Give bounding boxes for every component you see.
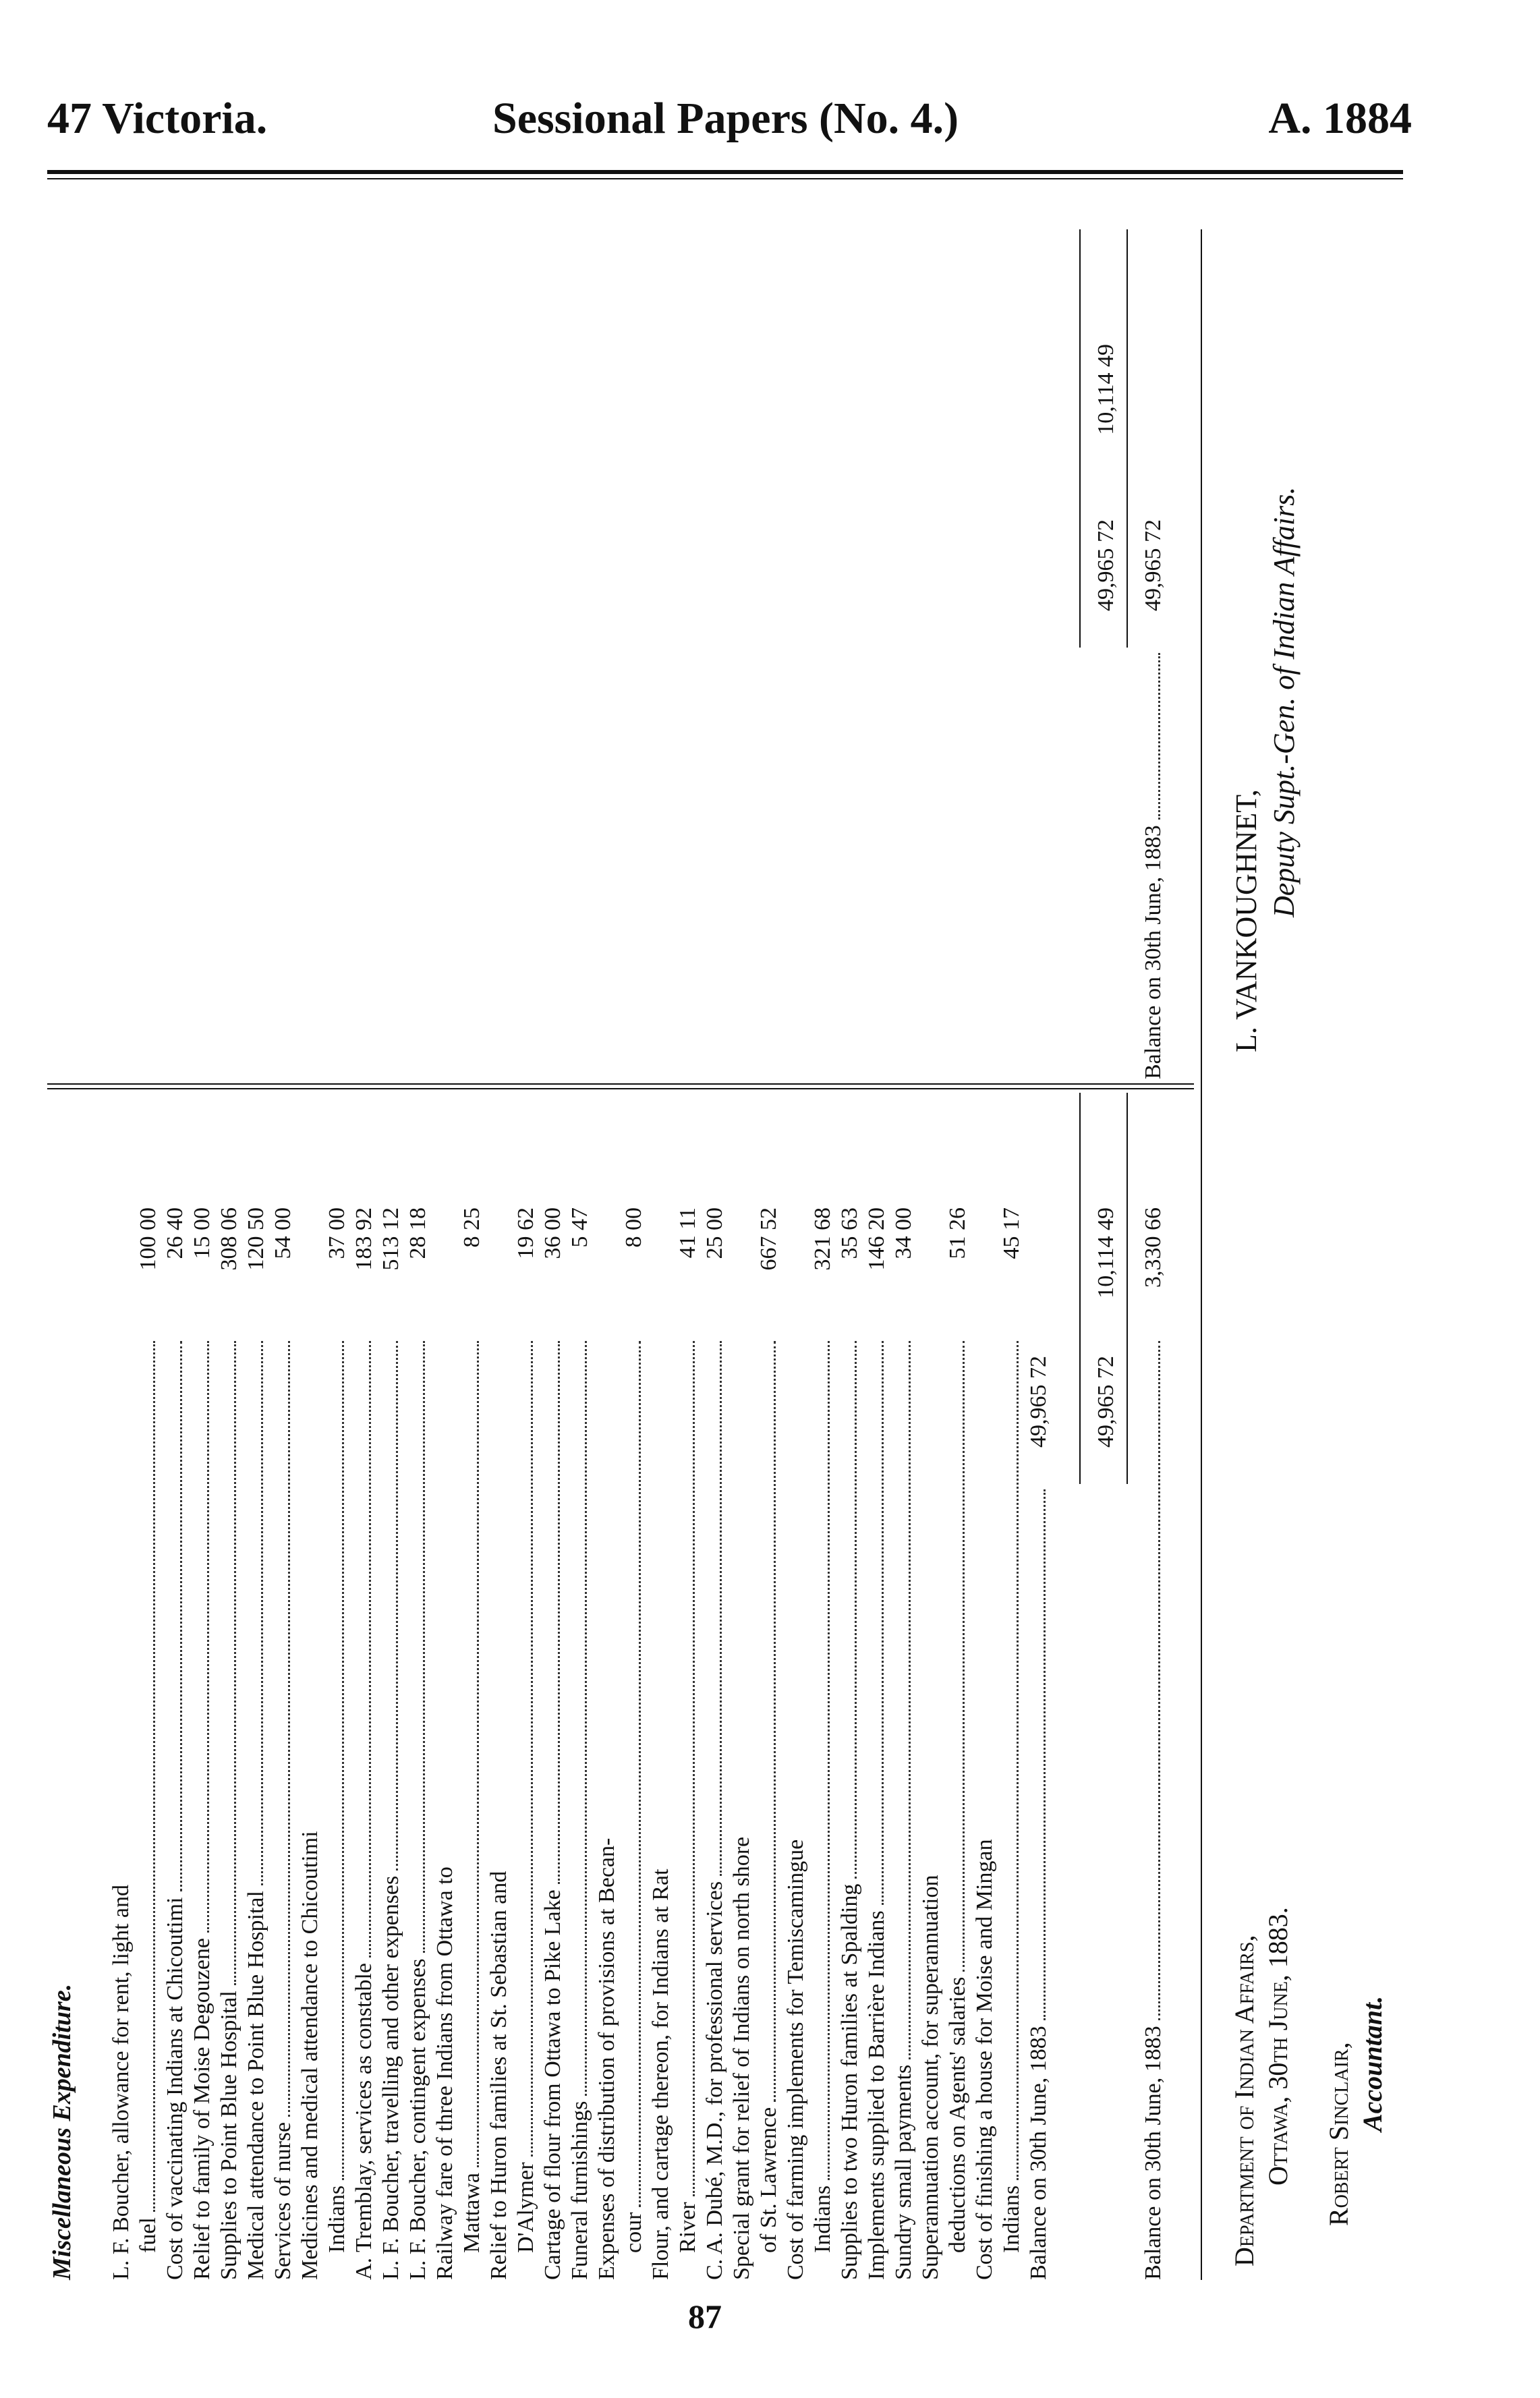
expenditure-description: L. F. Boucher, contingent expenses [405,1958,430,2280]
expenditure-description: D'Alymer [513,2162,538,2253]
page-header [0,80,1540,154]
page-number: 87 [688,2297,722,2335]
expenditure-row [782,1207,809,2280]
expenditure-amount: 36 00 [540,1207,565,1259]
department-name: Department of Indian Affairs, [1229,1935,1259,2266]
department-signature [1228,1907,1390,2266]
rotated-statement [47,216,1403,2280]
expenditure-description: Balance on 30th June, 1883 [1026,2026,1051,2280]
leader-dots [288,1341,290,2117]
leader-dots [882,1341,884,1905]
expenditure-row [243,1207,270,2280]
expenditure-row [270,1207,297,2280]
expenditure-amount: 308 06 [217,1207,241,1271]
header-session: 47 Victoria. [47,94,268,143]
leader-dots [423,1341,425,1953]
expenditure-row [755,1207,782,2280]
expenditure-row [702,1207,729,2280]
expenditure-row [836,1207,863,2280]
expenditure-row [809,1207,836,2280]
leader-dots [585,1341,587,2096]
expenditure-amount: 120 50 [244,1207,268,1271]
expenditure-row [189,1207,216,2280]
expenditure-row [567,1207,594,2280]
leader-dots [828,1341,830,2180]
expenditure-description: Railway fare of three Indians from Ottawa to [432,1866,457,2280]
expenditure-description: Indians [810,2185,835,2253]
expenditure-description: C. A. Dubé, M.D., for professional services [702,1881,727,2280]
leader-dots [153,1341,155,2212]
leader-dots [774,1341,776,2102]
header-title: Sessional Papers (No. 4.) [492,94,959,143]
right-balance-row [1140,519,1167,1079]
leader-dots [855,1341,857,1879]
expenditure-amount: 513 12 [378,1207,403,1271]
deputy-title: Deputy Supt.-Gen. of Indian Affairs. [1267,486,1301,917]
expenditure-row [675,1207,702,2280]
expenditure-statement [47,1093,1403,2280]
expenditure-description: Cost of farming implements for Temiscamingue [783,1839,808,2280]
expenditure-row [378,1207,405,2280]
left-balance-amount: 3,330 66 [1141,1207,1166,1288]
right-total-col2: 10,114 49 [1093,344,1118,435]
expenditure-description: Services of nurse [270,2121,295,2280]
leader-dots [342,1341,344,2180]
expenditure-row [459,1207,486,2280]
expenditure-description: Relief to family of Moise Degouzene [190,1937,215,2280]
expenditure-row [135,1207,162,2280]
expenditure-description: Supplies to Point Blue Hospital [217,1991,241,2280]
expenditure-row [917,1207,944,2280]
leader-dots [693,1341,695,2196]
expenditure-amount: 28 18 [405,1207,430,1259]
leader-dots [477,1341,479,2167]
total-rule-lower [1127,1093,1128,1484]
expenditure-description: Special grant for relief of Indians on north shore [729,1836,754,2280]
expenditure-row [432,1207,459,2280]
left-total-col2: 10,114 49 [1093,1207,1118,1298]
footer-rule [1201,229,1202,2280]
header-rule-thin [47,178,1403,179]
leader-dots [909,1341,911,2059]
section-title: Miscellaneous Expenditure. [48,1983,76,2280]
expenditure-description: fuel [136,2217,161,2253]
expenditure-row [486,1207,513,2280]
header-rule [47,170,1403,174]
leader-dots [1044,1489,1046,2020]
expenditure-description: Cost of finishing a house for Moise and Mingan [972,1839,997,2280]
expenditure-description: Supplies to two Huron families at Spalding [837,1883,862,2280]
total-rule [1079,1093,1081,1484]
expenditure-amount: 41 11 [675,1207,700,1259]
expenditure-amount: 19 62 [513,1207,538,1259]
expenditure-amount: 26 40 [163,1207,188,1259]
right-total-rule [1079,229,1081,648]
expenditure-row [863,1207,890,2280]
right-balance-amount: 49,965 72 [1141,519,1166,611]
balance-statement [47,229,1403,1079]
expenditure-description: Indians [324,2185,349,2253]
accountant-name: Robert Sinclair, [1323,2042,1354,2226]
expenditure-amount: 321 68 [810,1207,835,1271]
leader-dots [396,1341,398,1871]
expenditure-description: Mattawa [459,2173,484,2253]
column-divider-2 [47,1083,1194,1085]
expenditure-description: Sundry small payments [891,2064,916,2280]
header-year: A. 1884 [1268,94,1412,143]
expenditure-row [648,1207,675,2280]
expenditure-row [621,1207,648,2280]
expenditure-row [324,1207,351,2280]
leader-dots [369,1341,371,1958]
expenditure-description: A. Tremblay, services as constable [351,1963,376,2280]
expenditure-row [351,1207,378,2280]
accountant-title: Accountant. [1357,1995,1388,2132]
expenditure-amount: 45 17 [999,1207,1024,1259]
right-balance-label: Balance on 30th June, 1883 [1141,825,1166,1079]
column-divider [47,1088,1194,1089]
leader-dots [1017,1341,1019,2180]
expenditure-amount: 37 00 [324,1207,349,1259]
leader-dots [558,1341,560,1884]
expenditure-description: Relief to Huron families at St. Sebastian and [486,1871,511,2280]
deputy-signature [1228,487,1303,1052]
left-balance-label: Balance on 30th June, 1883 [1141,2026,1166,2280]
expenditure-amount: 8 25 [459,1207,484,1248]
leader-dots [531,1341,533,2157]
expenditure-description: L. F. Boucher, allowance for rent, light and [109,1884,134,2280]
leader-dots [207,1341,209,1933]
expenditure-description: Cartage of flour from Ottawa to Pike Lake [540,1889,565,2280]
leader-dots [1158,653,1160,820]
expenditure-row [513,1207,540,2280]
expenditure-description: Funeral furnishings [567,2101,592,2280]
leader-dots [234,1341,236,1985]
expenditure-amount: 5 47 [567,1207,592,1248]
expenditure-row [216,1207,243,2280]
expenditure-description: River [675,2202,700,2253]
expenditure-row [297,1207,324,2280]
expenditure-amount: 54 00 [270,1207,295,1259]
leader-dots [261,1341,263,1885]
expenditure-amount: 100 00 [136,1207,161,1271]
expenditure-amount: 146 20 [864,1207,889,1271]
expenditure-row [944,1207,971,2280]
expenditure-row [594,1207,621,2280]
expenditure-description: of St. Lawrence [756,2107,781,2253]
expenditure-amount: 8 00 [621,1207,646,1248]
expenditure-description: Indians [999,2185,1024,2253]
expenditure-amount: 15 00 [190,1207,215,1259]
leader-dots [1158,1341,1160,2020]
expenditure-description: Flour, and cartage thereon, for Indians at Rat [648,1868,673,2280]
leader-dots [180,1341,182,1891]
right-total-rule-lower [1127,229,1128,648]
leader-dots [963,1341,965,1972]
leader-dots [720,1341,722,1876]
expenditure-description: Medicines and medical attendance to Chicoutimi [297,1831,322,2280]
department-date: Ottawa, 30th June, 1883. [1263,1907,1293,2186]
expenditure-row [405,1207,432,2280]
expenditure-row [971,1207,998,2280]
deputy-name: L. VANKOUGHNET, [1230,789,1263,1052]
expenditure-row [1025,1207,1052,2280]
right-total-col1: 49,965 72 [1093,519,1118,611]
expenditure-description: Implements supplied to Barrière Indians [864,1910,889,2280]
expenditure-description: L. F. Boucher, travelling and other expenses [378,1875,403,2280]
expenditure-row [108,1207,135,2280]
expenditure-row [162,1207,189,2280]
expenditure-description: deductions on Agents' salaries [945,1976,970,2253]
expenditure-description: cour [621,2212,646,2253]
expenditure-description: Superannuation account, for superannuation [918,1875,943,2280]
expenditure-description: Medical attendance to Point Blue Hospital [244,1891,268,2280]
expenditure-amount: 49,965 72 [1026,1356,1051,1448]
expenditure-row [890,1207,917,2280]
expenditure-row [998,1207,1025,2280]
expenditure-amount: 25 00 [702,1207,727,1259]
expenditure-row [729,1207,755,2280]
expenditure-amount: 34 00 [891,1207,916,1259]
expenditure-amount: 183 92 [351,1207,376,1271]
expenditure-amount: 51 26 [945,1207,970,1259]
left-total-col1: 49,965 72 [1093,1356,1118,1448]
expenditure-list [108,1093,1052,2280]
left-balance-row [1140,1207,1167,2280]
expenditure-amount: 35 63 [837,1207,862,1259]
leader-dots [639,1341,641,2207]
expenditure-description: Expenses of distribution of provisions at Becan- [594,1837,619,2280]
expenditure-row [540,1207,567,2280]
expenditure-amount: 667 52 [756,1207,781,1271]
expenditure-description: Cost of vaccinating Indians at Chicoutimi [163,1897,188,2280]
